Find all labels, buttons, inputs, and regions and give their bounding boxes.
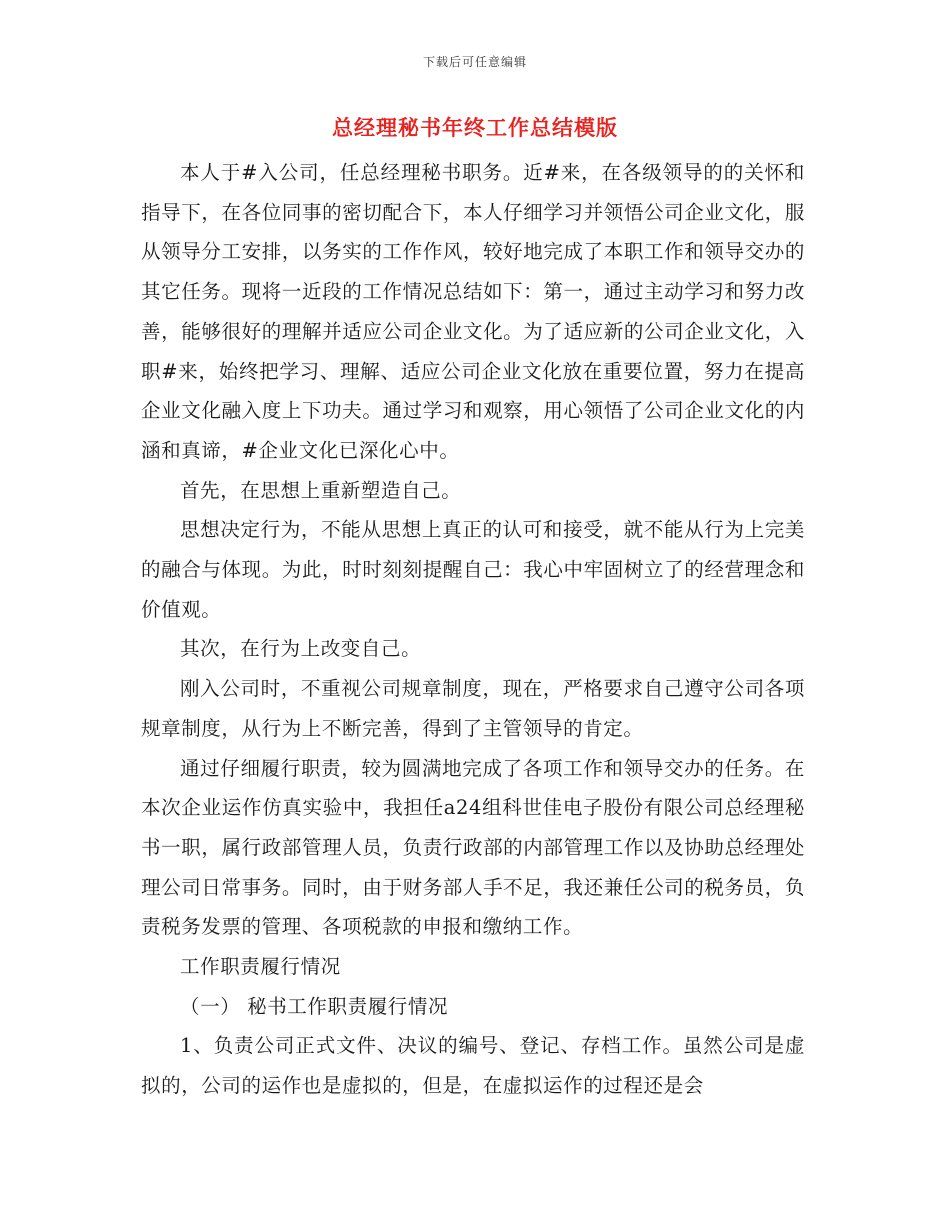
subsection-heading: （一） 秘书工作职责履行情况 (180, 994, 449, 1018)
paragraph: 首先，在思想上重新塑造自己。 (180, 478, 462, 502)
paragraph: 通过仔细履行职责，较为圆满地完成了各项工作和领导交办的任务。在本次企业运作仿真实验中，我担任a24组科世佳电子股份有限公司总经理秘书一职，属行政部管理人员，负责行政部的内部管理工作以及协助总经理处理公司日常事务。同时，由于财务部人手不足，我还兼任公司的税务员，负责税务发票的管理、各项税款的申报和缴纳工作。 (141, 756, 805, 939)
paragraph: 本人于#入公司，任总经理秘书职务。近#来，在各级领导的的关怀和指导下，在各位同事的密切配合下，本人仔细学习并领悟公司企业文化，服从领导分工安排，以务实的工作作风，较好地完成了本职工作和领导交办的其它任务。现将一近段的工作情况总结如下：第一，通过主动学习和努力改善，能够很好的理解并适应公司企业文化。为了适应新的公司企业文化，入职#来，始终把学习、理解、适应公司企业文化放在重要位置，努力在提高企业文化融入度上下功夫。通过学习和观察，用心领悟了公司企业文化的内涵和真谛，#企业文化已深化心中。 (141, 161, 805, 462)
section-heading: 工作职责履行情况 (180, 955, 341, 979)
paragraph: 1、负责公司正式文件、决议的编号、登记、存档工作。虽然公司是虚拟的，公司的运作也是虚拟的，但是，在虚拟运作的过程还是会 (141, 1034, 805, 1098)
paragraph: 其次，在行为上改变自己。 (180, 637, 422, 661)
paragraph: 刚入公司时，不重视公司规章制度，现在，严格要求自己遵守公司各项规章制度，从行为上不断完善，得到了主管领导的肯定。 (141, 677, 805, 740)
document-body (141, 153, 805, 1106)
document-title: 总经理秘书年终工作总结模版 (332, 115, 618, 140)
paragraph: 思想决定行为，不能从思想上真正的认可和接受，就不能从行为上完美的融合与体现。为此，时时刻刻提醒自己：我心中牢固树立了的经营理念和价值观。 (141, 518, 805, 621)
header-note: 下载后可任意编辑 (422, 55, 527, 69)
